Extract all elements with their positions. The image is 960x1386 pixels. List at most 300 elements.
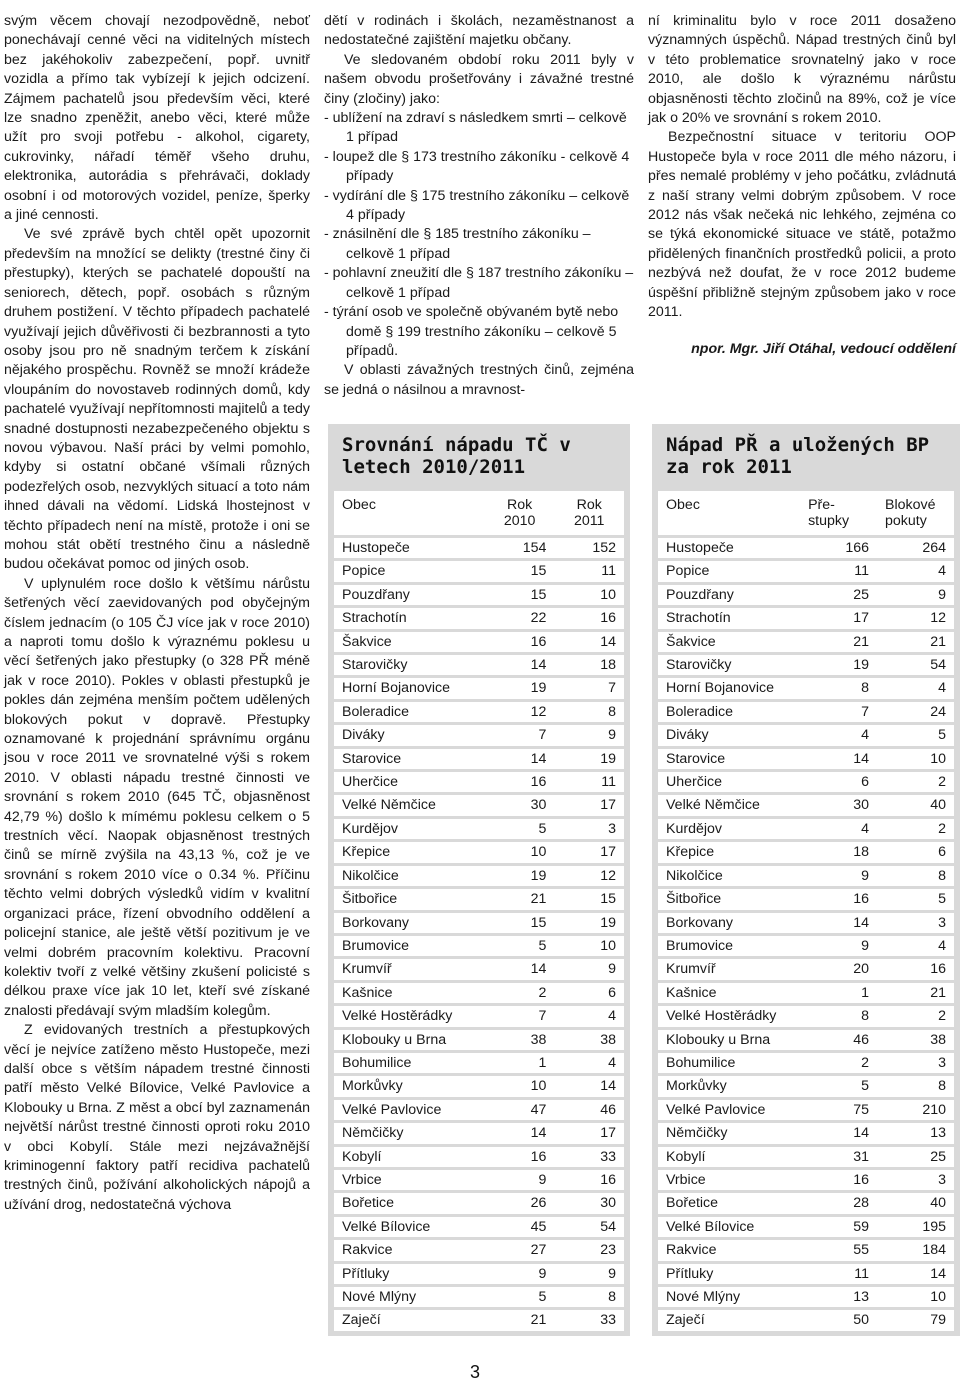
table-row <box>334 608 624 628</box>
cell-value: 12 <box>877 608 954 628</box>
cell-value: 54 <box>554 1217 624 1237</box>
cell-value: 38 <box>485 1030 555 1050</box>
table-row <box>658 725 954 745</box>
cell-value: 21 <box>485 889 555 909</box>
cell-municipality: Kobylí <box>658 1147 800 1167</box>
table-row <box>658 913 954 933</box>
table-row <box>334 959 624 979</box>
cell-value: 40 <box>877 1193 954 1213</box>
table-row <box>658 959 954 979</box>
cell-value: 47 <box>485 1100 555 1120</box>
table-row <box>334 889 624 909</box>
cell-municipality: Morkůvky <box>658 1076 800 1096</box>
cell-municipality: Morkůvky <box>334 1076 485 1096</box>
cell-municipality: Zaječí <box>334 1310 485 1330</box>
column-header: Rok 2010 <box>485 491 555 535</box>
cell-value: 16 <box>800 889 877 909</box>
cell-value: 14 <box>554 632 624 652</box>
cell-municipality: Pouzdřany <box>334 585 485 605</box>
cell-municipality: Velké Bílovice <box>658 1217 800 1237</box>
cell-value: 11 <box>554 772 624 792</box>
cell-value: 154 <box>485 538 555 558</box>
column-right <box>648 12 956 357</box>
cell-municipality: Kašnice <box>334 983 485 1003</box>
table-row <box>658 1310 954 1330</box>
cell-value: 2 <box>877 819 954 839</box>
cell-value: 30 <box>800 795 877 815</box>
cell-municipality: Vrbice <box>334 1170 485 1190</box>
table-row <box>334 772 624 792</box>
list-item: - ublížení na zdraví s následkem smrti – celkově 1 případ <box>324 110 627 146</box>
table-body <box>658 538 954 1331</box>
cell-value: 45 <box>485 1217 555 1237</box>
paragraph-delicts: Ve své zprávě bych chtěl opět upozornit především na množící se delikty (trestné činy či přestupky), kterých se pachatelé dopouští na seniorech, dětech, popř. osobách s různým druhem postižení. V těchto případech pachatelé využívají jejich důvěřivosti či bezbrannosti a tyto osoby jsou pro ně snadným terčem k získání nějakého prospěchu. Rovněž se množí krádeže vloupáním do novostaveb rodinných domů, kdy pachatelé využívají nepřítomnosti majitelů a tedy snadné dostupnosti nezabezpečeného objektu s novou výbavou. Naší práci by velmi pomohlo, kdyby si ostatní občané všímali různých podezřelých osob, nezvyklých situací a toto nám ihned dávali na vědomí. Lidská lhostejnost v těchto případech není na místě, protože i oni se mohou stát obětí trestného činu a následně budou očekávat pomoc od jiných osob. <box>4 226 310 573</box>
table-row <box>658 889 954 909</box>
cell-value: 40 <box>877 795 954 815</box>
cell-value: 8 <box>554 702 624 722</box>
cell-value: 9 <box>554 959 624 979</box>
table-row <box>334 983 624 1003</box>
cell-value: 16 <box>485 632 555 652</box>
list-item: - pohlavní zneužití dle § 187 trestního zákoníku – celkově 1 případ <box>324 265 634 301</box>
cell-value: 21 <box>485 1310 555 1330</box>
cell-value: 6 <box>554 983 624 1003</box>
cell-value: 38 <box>554 1030 624 1050</box>
offences-fines-table <box>658 488 954 1334</box>
cell-value: 30 <box>485 795 555 815</box>
column-header: Obec <box>658 491 800 535</box>
cell-value: 59 <box>800 1217 877 1237</box>
table-row <box>334 1147 624 1167</box>
cell-municipality: Šakvice <box>334 632 485 652</box>
cell-value: 7 <box>485 725 555 745</box>
cell-value: 14 <box>877 1264 954 1284</box>
cell-municipality: Přítluky <box>334 1264 485 1284</box>
cell-value: 16 <box>554 608 624 628</box>
crime-comparison-table <box>334 488 624 1334</box>
cell-value: 16 <box>485 772 555 792</box>
list-item: - loupež dle § 173 trestního zákoníku - celkově 4 případy <box>324 148 630 185</box>
table-row <box>334 1006 624 1026</box>
author-signature: npor. Mgr. Jiří Otáhal, vedoucí oddělení <box>691 340 956 357</box>
table-row <box>658 1006 954 1026</box>
column-header: Obec <box>334 491 485 535</box>
cell-municipality: Uherčice <box>334 772 485 792</box>
table-row <box>334 561 624 581</box>
column-header: Pře-stupky <box>800 491 877 535</box>
cell-value: 23 <box>554 1240 624 1260</box>
table-title: Srovnání nápadu TČ v letech 2010/2011 <box>342 434 571 478</box>
cell-value: 4 <box>877 678 954 698</box>
table-row <box>334 795 624 815</box>
cell-municipality: Nikolčice <box>658 866 800 886</box>
table-row <box>334 1264 624 1284</box>
table-row <box>334 1123 624 1143</box>
table-body <box>334 538 624 1331</box>
cell-value: 13 <box>877 1123 954 1143</box>
cell-value: 11 <box>554 561 624 581</box>
cell-municipality: Velké Pavlovice <box>334 1100 485 1120</box>
cell-municipality: Kobylí <box>334 1147 485 1167</box>
cell-value: 4 <box>554 1006 624 1026</box>
cell-value: 18 <box>554 655 624 675</box>
cell-municipality: Přítluky <box>658 1264 800 1284</box>
table-row <box>658 561 954 581</box>
cell-value: 9 <box>485 1264 555 1284</box>
table-row <box>334 1310 624 1330</box>
cell-value: 14 <box>485 959 555 979</box>
cell-value: 79 <box>877 1310 954 1330</box>
cell-value: 264 <box>877 538 954 558</box>
table-row <box>658 1217 954 1237</box>
table-row <box>658 795 954 815</box>
table-row <box>334 936 624 956</box>
cell-municipality: Křepice <box>334 842 485 862</box>
list-item: - týrání osob ve společně obývaném bytě nebo domě § 199 trestního zákoníku – celkově 5 případů. <box>324 304 619 359</box>
cell-value: 6 <box>800 772 877 792</box>
cell-municipality: Šitbořice <box>334 889 485 909</box>
cell-value: 12 <box>485 702 555 722</box>
cell-value: 8 <box>800 1006 877 1026</box>
cell-value: 11 <box>800 1264 877 1284</box>
cell-value: 31 <box>800 1147 877 1167</box>
table-row <box>658 819 954 839</box>
table-row <box>658 1170 954 1190</box>
cell-value: 15 <box>554 889 624 909</box>
table-row <box>658 1147 954 1167</box>
cell-value: 3 <box>877 1053 954 1073</box>
table-row <box>334 1100 624 1120</box>
cell-value: 3 <box>877 913 954 933</box>
cell-value: 2 <box>877 772 954 792</box>
cell-value: 19 <box>554 913 624 933</box>
cell-value: 5 <box>877 725 954 745</box>
cell-value: 2 <box>877 1006 954 1026</box>
cell-value: 17 <box>800 608 877 628</box>
cell-value: 18 <box>800 842 877 862</box>
cell-municipality: Velké Hostěrádky <box>658 1006 800 1026</box>
cell-municipality: Diváky <box>658 725 800 745</box>
cell-value: 26 <box>485 1193 555 1213</box>
cell-municipality: Rakvice <box>334 1240 485 1260</box>
cell-value: 7 <box>800 702 877 722</box>
paragraph-violent-crime: V oblasti závažných trestných činů, zejména se jedná o násilnou a mravnost- <box>324 362 634 398</box>
cell-value: 1 <box>800 983 877 1003</box>
cell-value: 14 <box>554 1076 624 1096</box>
cell-value: 9 <box>800 866 877 886</box>
cell-value: 19 <box>554 749 624 769</box>
cell-value: 33 <box>554 1310 624 1330</box>
cell-value: 8 <box>800 678 877 698</box>
cell-value: 16 <box>485 1147 555 1167</box>
table-row <box>658 1123 954 1143</box>
cell-value: 14 <box>800 749 877 769</box>
cell-value: 5 <box>877 889 954 909</box>
column-left <box>4 12 310 1215</box>
cell-value: 17 <box>554 842 624 862</box>
table-row <box>658 538 954 558</box>
cell-municipality: Velké Hostěrádky <box>334 1006 485 1026</box>
cell-value: 4 <box>877 561 954 581</box>
cell-municipality: Starovičky <box>658 655 800 675</box>
table-row <box>658 678 954 698</box>
cell-value: 10 <box>554 585 624 605</box>
column-middle <box>324 12 634 400</box>
cell-municipality: Vrbice <box>658 1170 800 1190</box>
cell-value: 9 <box>485 1170 555 1190</box>
table-row <box>334 866 624 886</box>
table-row <box>334 1240 624 1260</box>
cell-value: 3 <box>554 819 624 839</box>
cell-value: 15 <box>485 585 555 605</box>
cell-value: 24 <box>877 702 954 722</box>
cell-municipality: Horní Bojanovice <box>658 678 800 698</box>
table-row <box>334 538 624 558</box>
table-row <box>334 702 624 722</box>
cell-value: 14 <box>800 1123 877 1143</box>
cell-municipality: Klobouky u Brna <box>658 1030 800 1050</box>
cell-value: 38 <box>877 1030 954 1050</box>
cell-value: 22 <box>485 608 555 628</box>
cell-municipality: Borkovany <box>658 913 800 933</box>
cell-municipality: Horní Bojanovice <box>334 678 485 698</box>
cell-municipality: Brumovice <box>658 936 800 956</box>
cell-municipality: Velké Pavlovice <box>658 1100 800 1120</box>
cell-value: 8 <box>554 1287 624 1307</box>
cell-value: 15 <box>485 561 555 581</box>
list-item: - vydírání dle § 175 trestního zákoníku – celkově 4 případy <box>324 187 630 224</box>
table-row <box>658 1100 954 1120</box>
cell-value: 184 <box>877 1240 954 1260</box>
cell-value: 7 <box>485 1006 555 1026</box>
table-row <box>658 702 954 722</box>
cell-value: 46 <box>554 1100 624 1120</box>
cell-municipality: Hustopeče <box>658 538 800 558</box>
cell-municipality: Kurdějov <box>334 819 485 839</box>
cell-value: 2 <box>485 983 555 1003</box>
cell-value: 16 <box>877 959 954 979</box>
cell-value: 210 <box>877 1100 954 1120</box>
cell-municipality: Starovice <box>658 749 800 769</box>
table-row <box>334 678 624 698</box>
cell-municipality: Starovičky <box>334 655 485 675</box>
cell-municipality: Nové Mlýny <box>658 1287 800 1307</box>
table-row <box>658 655 954 675</box>
paragraph-success: ní kriminalitu bylo v roce 2011 dosaženo významných úspěchů. Nápad trestných činů byl v této problematice srovnatelný jako v roce 2010, ale došlo k výraznému nárůstu objasněnosti těchto zločinů na 89%, což je více jak o 20% ve srovnání s rokem 2010. <box>648 13 956 127</box>
paragraph-continuation: dětí v rodinách i školách, nezaměstnanost a nedostatečné zajištění majetku občany. <box>324 13 634 49</box>
table-row <box>658 1076 954 1096</box>
cell-value: 17 <box>554 1123 624 1143</box>
cell-municipality: Strachotín <box>334 608 485 628</box>
paragraph-municipalities: Z evidovaných trestních a přestupkových věcí je nejvíce zatíženo město Hustopeče, mezi další obce s větším nápadem trestné činnosti patří město Velké Bílovice, Velké Pavlovice a Klobouky u Brna. Z měst a obcí byl zaznamenán největší nárůst trestné činnosti oproti roku 2010 v obci Kobylí. Stále mezi nejzávažnější kriminogenní faktory patří recidiva pachatelů trestných činů, požívání alkoholických nápojů a užívání drog, nedostatečná výchova <box>4 1022 310 1213</box>
table-row <box>658 866 954 886</box>
table-row <box>658 1193 954 1213</box>
cell-municipality: Boleradice <box>334 702 485 722</box>
cell-value: 10 <box>554 936 624 956</box>
cell-value: 10 <box>485 1076 555 1096</box>
cell-value: 16 <box>554 1170 624 1190</box>
cell-value: 9 <box>877 585 954 605</box>
table-row <box>658 1053 954 1073</box>
list-item: - znásilnění dle § 185 trestního zákoníku – celkově 1 případ <box>324 226 591 262</box>
table-row <box>658 749 954 769</box>
cell-value: 11 <box>800 561 877 581</box>
cell-value: 27 <box>485 1240 555 1260</box>
cell-value: 5 <box>800 1076 877 1096</box>
cell-municipality: Rakvice <box>658 1240 800 1260</box>
table-row <box>334 842 624 862</box>
cell-value: 14 <box>800 913 877 933</box>
cell-municipality: Šitbořice <box>658 889 800 909</box>
cell-value: 8 <box>877 1076 954 1096</box>
table-row <box>334 819 624 839</box>
cell-municipality: Němčičky <box>658 1123 800 1143</box>
cell-value: 19 <box>485 866 555 886</box>
paragraph-security-situation: Bezpečnostní situace v teritoriu OOP Hustopeče byla v roce 2011 dle mého názoru, i přes nemalé problémy v jeho počátku, zvládnutá z naší strany velmi dobrým způsobem. V roce 2012 nás však nečeká nic lehkého, zejména co se týká ekonomické situace ve státě, potažmo přidělených finančních prostředků policii, a proto nezbývá než doufat, že v roce 2012 budeme úspěšní přibližně stejným způsobem jako v roce 2011. <box>648 129 956 321</box>
table-row <box>658 632 954 652</box>
cell-municipality: Velké Němčice <box>658 795 800 815</box>
cell-municipality: Klobouky u Brna <box>334 1030 485 1050</box>
cell-value: 12 <box>554 866 624 886</box>
cell-value: 55 <box>800 1240 877 1260</box>
cell-municipality: Bořetice <box>658 1193 800 1213</box>
paragraph-serious-crimes: Ve sledovaném období roku 2011 byly v našem obvodu prošetřovány i závažné trestné činy (zločiny) jako: <box>324 51 634 107</box>
cell-value: 33 <box>554 1147 624 1167</box>
cell-value: 50 <box>800 1310 877 1330</box>
column-header: Blokové pokuty <box>877 491 954 535</box>
table-row <box>334 585 624 605</box>
cell-value: 9 <box>554 1264 624 1284</box>
table-row <box>334 725 624 745</box>
table-row <box>658 585 954 605</box>
cell-value: 152 <box>554 538 624 558</box>
cell-value: 8 <box>877 866 954 886</box>
cell-municipality: Němčičky <box>334 1123 485 1143</box>
cell-value: 9 <box>554 725 624 745</box>
cell-municipality: Bohumilice <box>658 1053 800 1073</box>
cell-value: 5 <box>485 1287 555 1307</box>
cell-municipality: Nové Mlýny <box>334 1287 485 1307</box>
cell-value: 21 <box>877 983 954 1003</box>
cell-municipality: Diváky <box>334 725 485 745</box>
cell-value: 30 <box>554 1193 624 1213</box>
table-row <box>658 936 954 956</box>
paragraph-statistics: V uplynulém roce došlo k většímu nárůstu šetřených věcí zaevidovaných pod obyčejným číslem jednacím (o 105 ČJ více jak v roce 2010) a naproti tomu došlo k výraznému poklesu u věcí šetřených jako přestupky (o 328 PŘ méně jak v roce 2010). Pokles v oblasti přestupků je pokles dán zejména menším počtem udělených blokových pokut v dopravě. Přestupky oznamované k projednání správnímu orgánu jsou v roce 2011 ve srovnatelné výši s rokem 2010. V oblasti nápadu trestné činnosti ve srovnání s rokem 2010 (645 TČ, objasněnost 42,79 %) došlo k mímému poklesu celkem o 5 trestních věcí. Naopak objasněnost trestných činů se mírně zvýšila na 43,13 %, což je ve srovnání s rokem 2010 více o 0.34 %. Příčinu těchto velmi dobrých výsledků vidím v kvalitní organizaci práce, řízení obvodního oddělení a policejní stanice, ale ještě větší pozitivum je ve velmi dobrém pracovním kolektivu. Pracovní kolektiv tvoří z velké většiny zkušení policisté s délkou praxe více jak 10 let, kteří své získané znalosti předávají svým mladším kolegům. <box>4 575 310 1019</box>
cell-value: 19 <box>485 678 555 698</box>
cell-value: 1 <box>485 1053 555 1073</box>
table-title: Nápad PŘ a uložených BP za rok 2011 <box>666 434 930 478</box>
table-header-row <box>334 491 624 535</box>
cell-municipality: Kašnice <box>658 983 800 1003</box>
table-row <box>334 1193 624 1213</box>
cell-value: 6 <box>877 842 954 862</box>
table-row <box>334 1053 624 1073</box>
cell-value: 21 <box>877 632 954 652</box>
table-box-crime-comparison <box>328 424 630 1336</box>
cell-value: 15 <box>485 913 555 933</box>
table-row <box>334 1287 624 1307</box>
cell-value: 10 <box>877 1287 954 1307</box>
serious-crimes-list <box>324 109 634 361</box>
cell-value: 54 <box>877 655 954 675</box>
table-row <box>334 1076 624 1096</box>
table-row <box>658 1287 954 1307</box>
cell-value: 14 <box>485 749 555 769</box>
cell-municipality: Boleradice <box>658 702 800 722</box>
cell-municipality: Krumvíř <box>658 959 800 979</box>
table-row <box>658 983 954 1003</box>
cell-value: 14 <box>485 1123 555 1143</box>
table-row <box>658 1030 954 1050</box>
cell-municipality: Hustopeče <box>334 538 485 558</box>
cell-municipality: Bohumilice <box>334 1053 485 1073</box>
cell-municipality: Brumovice <box>334 936 485 956</box>
cell-municipality: Velké Bílovice <box>334 1217 485 1237</box>
table-row <box>658 1240 954 1260</box>
cell-value: 4 <box>800 725 877 745</box>
cell-value: 28 <box>800 1193 877 1213</box>
cell-municipality: Šakvice <box>658 632 800 652</box>
cell-value: 13 <box>800 1287 877 1307</box>
paragraph-intro: svým věcem chovají nezodpovědně, neboť ponechávají cenné věci na viditelných místech bez jakéhokoliv zabezpečení, popř. uvnitř vozidla a přímo tak vybízejí k jejich odcizení. Zájmem pachatelů jsou především věci, které lze snadno zpeněžit, anebo věci, které může užít pro svoji potřebu - alkohol, cigarety, cukrovinky, nářadí téměř všeho druhu, elektronika, autorádia s přehrávači, doklady osobní i od motorových vozidel, peníze, šperky a jiné cennosti. <box>4 13 310 224</box>
cell-municipality: Strachotín <box>658 608 800 628</box>
cell-municipality: Kurdějov <box>658 819 800 839</box>
cell-value: 166 <box>800 538 877 558</box>
cell-municipality: Borkovany <box>334 913 485 933</box>
page-number: 3 <box>470 1362 481 1382</box>
cell-value: 46 <box>800 1030 877 1050</box>
cell-value: 16 <box>800 1170 877 1190</box>
cell-value: 25 <box>877 1147 954 1167</box>
column-header: Rok 2011 <box>554 491 624 535</box>
cell-value: 10 <box>877 749 954 769</box>
table-row <box>334 1170 624 1190</box>
cell-value: 19 <box>800 655 877 675</box>
table-row <box>334 913 624 933</box>
table-row <box>334 1217 624 1237</box>
cell-municipality: Zaječí <box>658 1310 800 1330</box>
cell-municipality: Křepice <box>658 842 800 862</box>
cell-value: 5 <box>485 936 555 956</box>
cell-municipality: Krumvíř <box>334 959 485 979</box>
cell-value: 9 <box>800 936 877 956</box>
cell-municipality: Bořetice <box>334 1193 485 1213</box>
cell-municipality: Popice <box>334 561 485 581</box>
cell-municipality: Popice <box>658 561 800 581</box>
cell-municipality: Starovice <box>334 749 485 769</box>
cell-value: 20 <box>800 959 877 979</box>
table-row <box>334 655 624 675</box>
cell-value: 5 <box>485 819 555 839</box>
cell-value: 4 <box>554 1053 624 1073</box>
cell-value: 3 <box>877 1170 954 1190</box>
cell-municipality: Pouzdřany <box>658 585 800 605</box>
cell-value: 2 <box>800 1053 877 1073</box>
table-row <box>658 1264 954 1284</box>
cell-value: 21 <box>800 632 877 652</box>
cell-value: 195 <box>877 1217 954 1237</box>
cell-value: 10 <box>485 842 555 862</box>
cell-value: 14 <box>485 655 555 675</box>
table-row <box>334 1030 624 1050</box>
cell-value: 7 <box>554 678 624 698</box>
cell-municipality: Nikolčice <box>334 866 485 886</box>
table-row <box>658 608 954 628</box>
cell-value: 4 <box>800 819 877 839</box>
cell-value: 75 <box>800 1100 877 1120</box>
cell-value: 17 <box>554 795 624 815</box>
cell-value: 4 <box>877 936 954 956</box>
